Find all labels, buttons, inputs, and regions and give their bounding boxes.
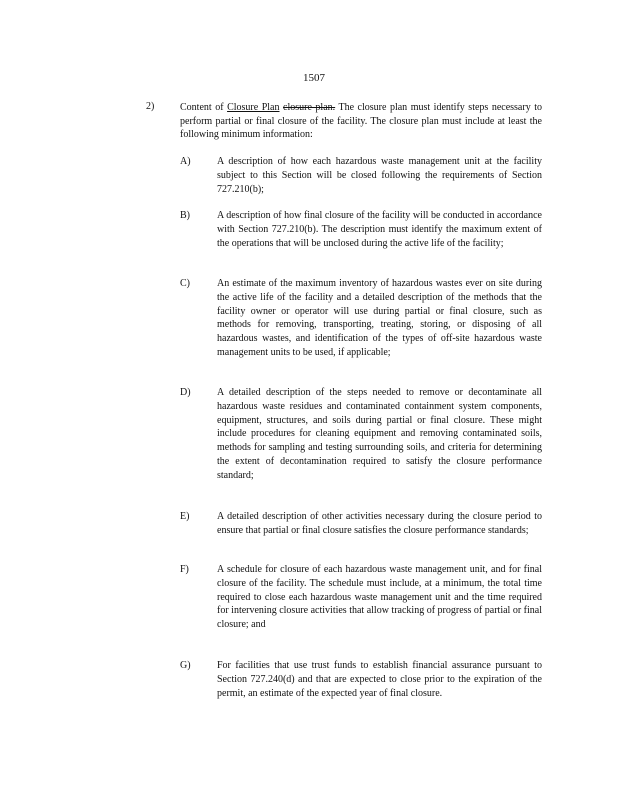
subitem-text: An estimate of the maximum inventory of hazardous wastes ever on site during the active life of the facility and a detailed description of the methods that the facility owner or operator will use during partial or final closure, such as methods for removing, transporting, treating, storing, or disposing of all hazardous wastes, and identification of the types of off-site hazardous waste management units to be used, if applicable; bbox=[217, 278, 542, 358]
subitem-text: A detailed description of the steps needed to remove or decontaminate all hazardous waste residues and contaminated containment system components, equipment, structures, and soils during partial or final closure. These might include procedures for cleaning equipment and removing contaminated soils, methods for sampling and testing surrounding soils, and criteria for determining the extent of decontamination required to satisfy the closure performance standard; bbox=[217, 387, 542, 481]
item-intro bbox=[180, 101, 542, 142]
subitem-g bbox=[180, 659, 542, 700]
subitem-d bbox=[180, 386, 542, 483]
inserted-text: Closure Plan bbox=[227, 102, 280, 113]
intro-prefix: Content of bbox=[180, 102, 228, 113]
subitem-text: A schedule for closure of each hazardous waste management unit, and for final closure of the facility. The schedule must include, at a minimum, the total time required to close each hazardous waste management unit and the time required for intervening closure activities that allow tracking of progress of partial or final closure; and bbox=[217, 564, 542, 631]
subitem-label: E) bbox=[180, 511, 190, 522]
subitem-b bbox=[180, 209, 542, 250]
deleted-text: closure plan. bbox=[283, 102, 336, 113]
subitem-c bbox=[180, 277, 542, 360]
subitem-label: F) bbox=[180, 564, 189, 575]
subitem-label: B) bbox=[180, 210, 190, 221]
subitem-label: C) bbox=[180, 278, 190, 289]
subitem-f bbox=[180, 563, 542, 632]
subitem-text: A description of how each hazardous waste management unit at the facility subject to this Section will be closed following the requirements of Section 727.210(b); bbox=[217, 156, 542, 195]
subitem-label: A) bbox=[180, 156, 191, 167]
subitem-text: A description of how final closure of the facility will be conducted in accordance with Section 727.210(b). The description must identify the maximum extent of the operations that will be unclosed during the active life of the facility; bbox=[217, 210, 542, 249]
subitem-e bbox=[180, 510, 542, 538]
subitem-a bbox=[180, 155, 542, 196]
page-number: 1507 bbox=[303, 72, 325, 84]
subitem-text: A detailed description of other activities necessary during the closure period to ensure that partial or final closure satisfies the closure performance standards; bbox=[217, 511, 542, 536]
subitem-label: D) bbox=[180, 387, 191, 398]
subitem-label: G) bbox=[180, 660, 191, 671]
subitem-text: For facilities that use trust funds to establish financial assurance pursuant to Section 727.240(d) and that are expected to close prior to the expiration of the permit, an estimate of the expected year of final closure. bbox=[217, 660, 542, 699]
intro-rest: The closure plan must identify steps necessary to perform partial or final closure of the facility. The closure plan must include at least the following minimum information: bbox=[180, 102, 543, 140]
item-label: 2) bbox=[146, 101, 155, 112]
